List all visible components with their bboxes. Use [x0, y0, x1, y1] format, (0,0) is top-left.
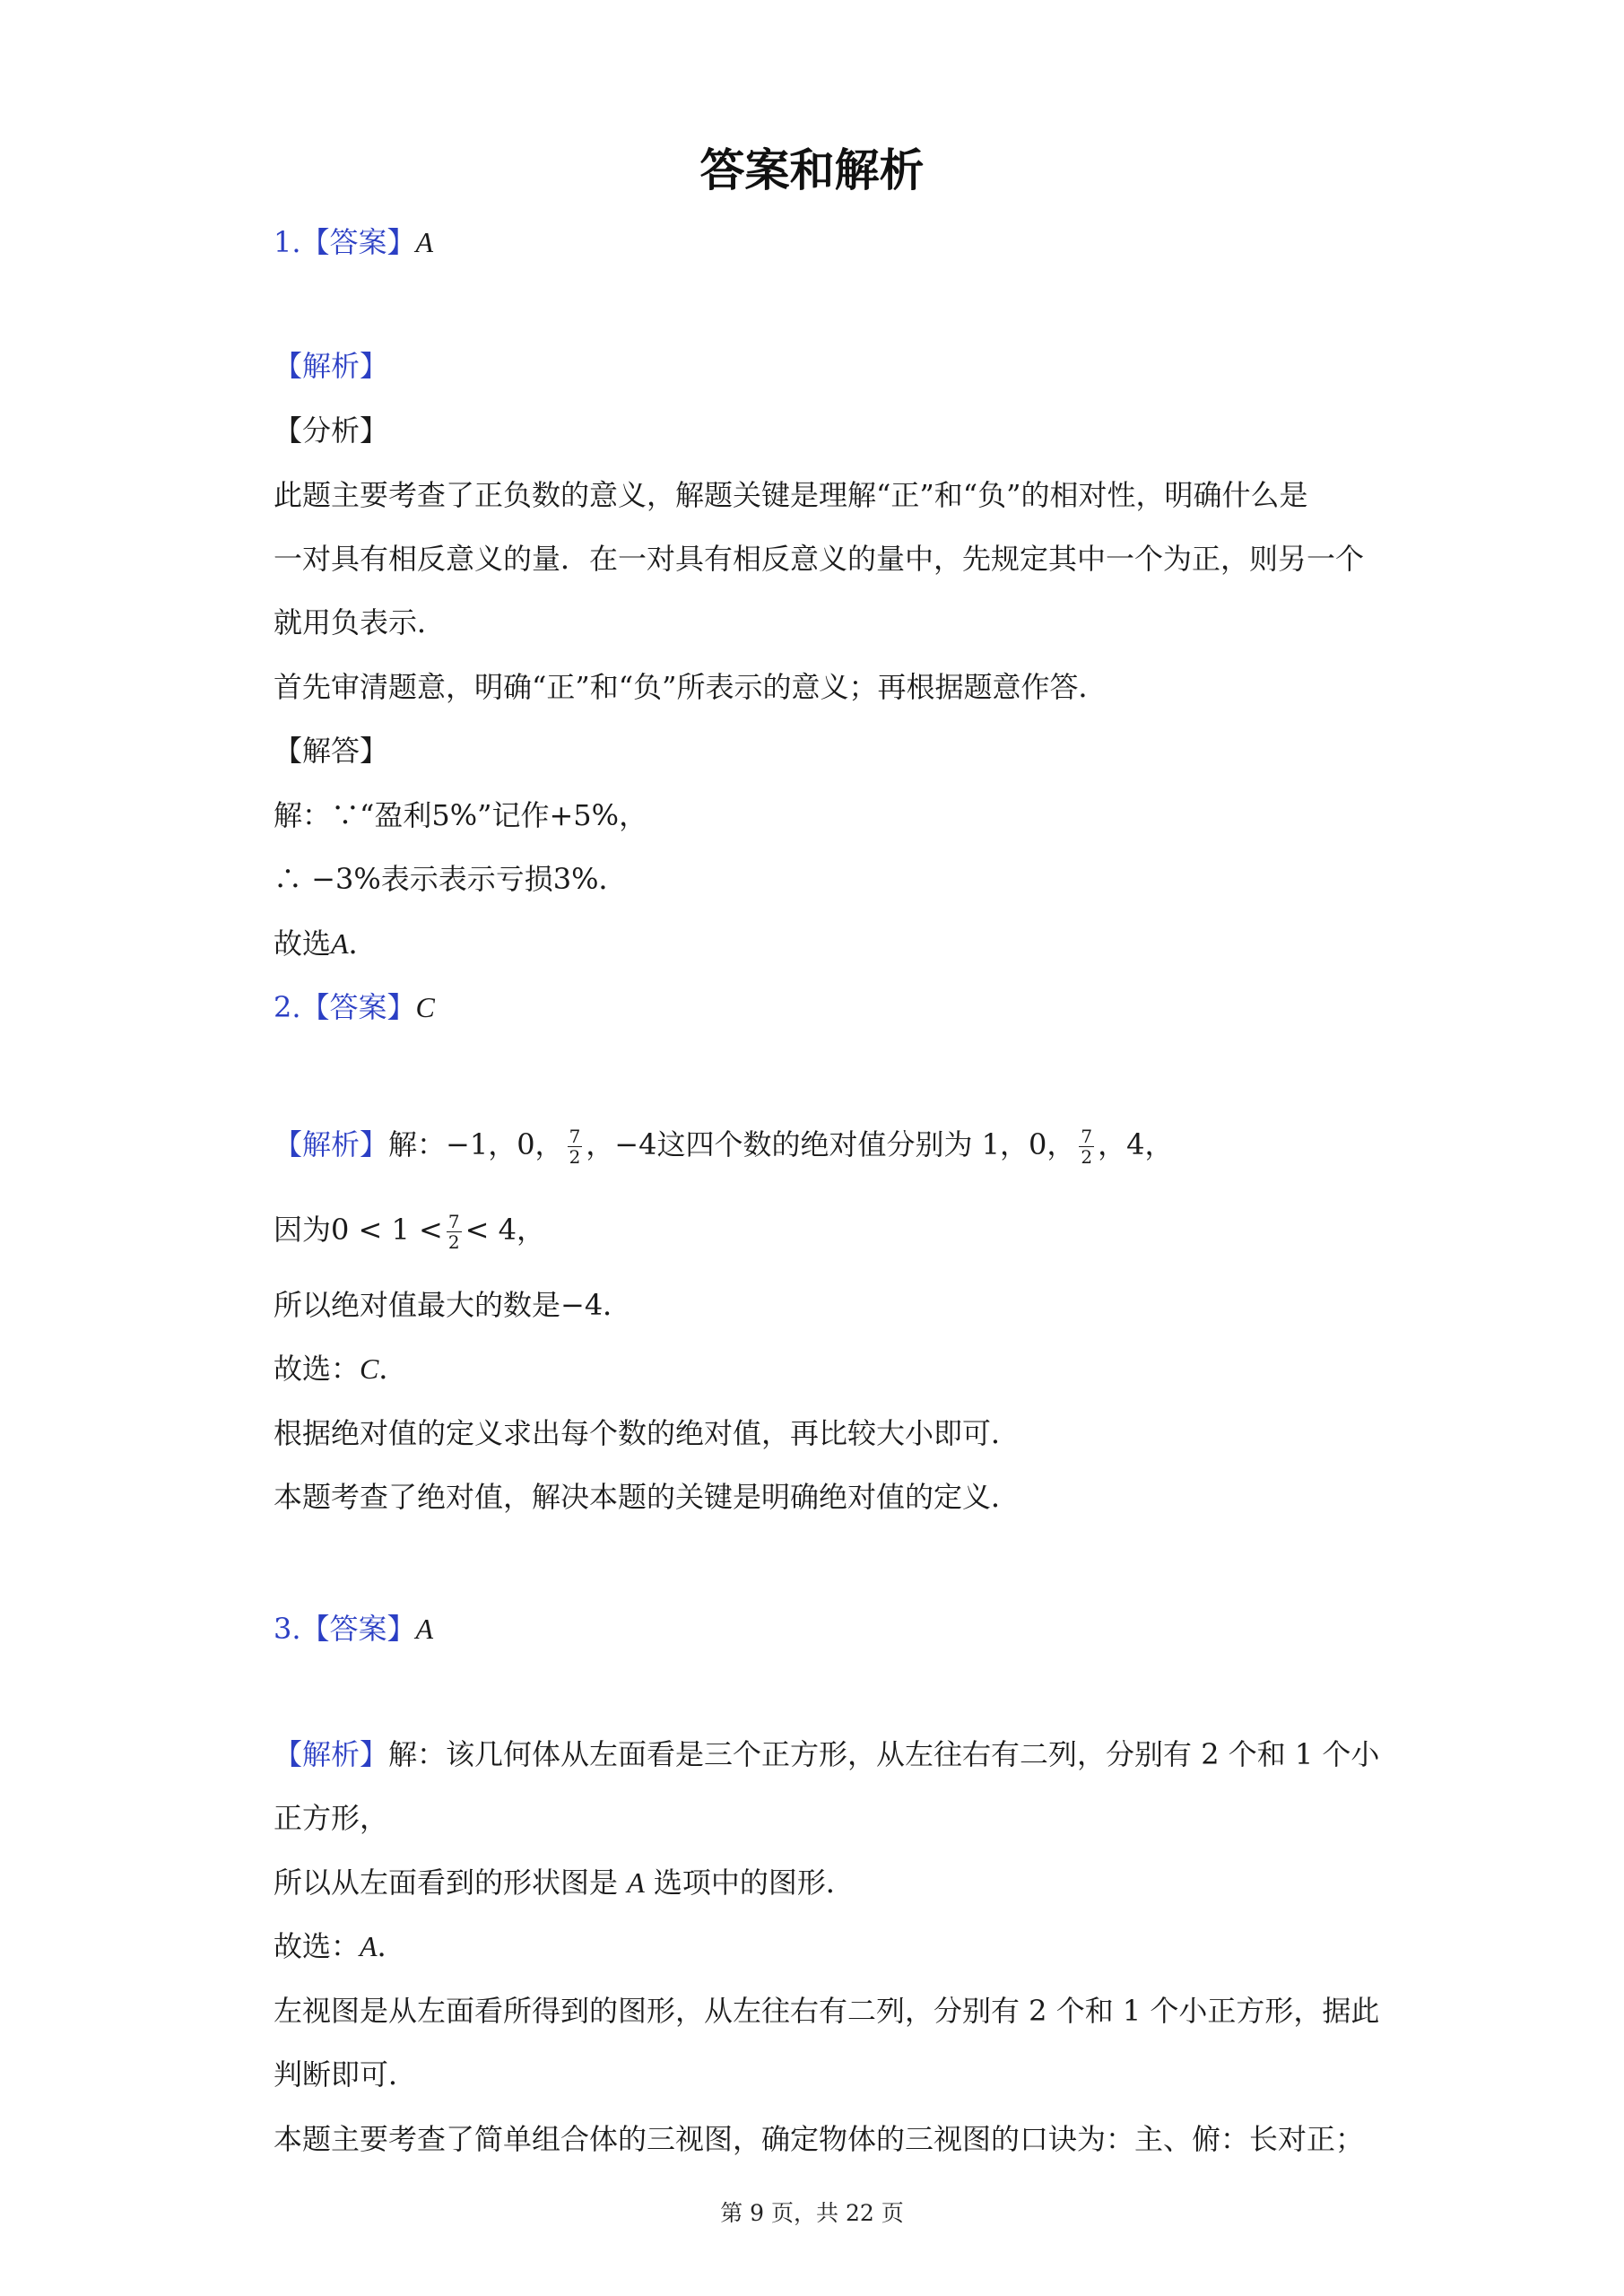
- q2-choose-line: [274, 1349, 407, 1388]
- q2-answer: C: [415, 991, 435, 1023]
- q2-line-3: 所以绝对值最大的数是−4．: [274, 1288, 632, 1322]
- fraction-denominator: 2: [447, 1231, 460, 1253]
- q2-line-1: [274, 1125, 1173, 1167]
- q1-fenxi-line-3: 就用负表示．: [274, 605, 447, 639]
- q1-fenxi-tag: 【分析】: [274, 413, 389, 448]
- q2-choose-end: ．: [378, 1352, 408, 1386]
- q1-choose-line: [274, 924, 378, 963]
- q3-number: 3.: [274, 1612, 301, 1646]
- q2-jiexi-tag: 【解析】: [274, 1127, 389, 1161]
- q3-line-1-text: 解：该几何体从左面看是三个正方形，从左往右有二列，分别有 2 个和 1 个小: [388, 1737, 1380, 1771]
- q1-fenxi-line-1: 此题主要考查了正负数的意义，解题关键是理解“正”和“负”的相对性，明确什么是: [274, 478, 1308, 512]
- q3-choose-prefix: 故选：: [274, 1929, 360, 1963]
- q3-line-2: 正方形，: [274, 1801, 389, 1835]
- fraction-numerator: 7: [1081, 1126, 1093, 1147]
- q1-choose-letter: A: [331, 927, 349, 960]
- q3-line-7: 本题主要考查了简单组合体的三视图，确定物体的三视图的口诀为：主、俯：长对正；: [274, 2122, 1365, 2156]
- q2-line-1-a: 解：−1，0，: [388, 1127, 564, 1161]
- q2-answer-line: [274, 987, 435, 1027]
- q3-line-5: 左视图是从左面看所得到的图形，从左往右有二列，分别有 2 个和 1 个小正方形，据此: [274, 1994, 1380, 2028]
- page-title: 答案和解析: [699, 144, 925, 196]
- q3-line-3-b: 选项中的图形．: [644, 1866, 855, 1900]
- q2-line-2: [274, 1210, 545, 1252]
- fraction-denominator: 2: [1081, 1146, 1093, 1168]
- q3-line-3-letter: A: [627, 1866, 645, 1899]
- q2-line-2-b: < 4，: [465, 1213, 545, 1247]
- q2-answer-tag: 【答案】: [300, 990, 416, 1024]
- q3-line-1: [274, 1735, 1379, 1774]
- fraction-seven-halves: [568, 1126, 583, 1167]
- q1-number: 1.: [274, 225, 301, 259]
- q1-jieda-tag: 【解答】: [274, 734, 389, 768]
- q2-number: 2.: [274, 990, 301, 1024]
- fraction-seven-halves: [447, 1212, 462, 1252]
- q1-fenxi-line-2: 一对具有相反意义的量．在一对具有相反意义的量中，先规定其中一个为正，则另一个: [274, 542, 1365, 576]
- q3-choose-letter: A: [360, 1930, 378, 1962]
- q1-fenxi-line-4: 首先审清题意，明确“正”和“负”所表示的意义；再根据题意作答．: [274, 670, 1107, 704]
- q3-answer: A: [415, 1613, 434, 1645]
- q2-choose-prefix: 故选：: [274, 1352, 360, 1386]
- q2-line-5: 根据绝对值的定义求出每个数的绝对值，再比较大小即可．: [274, 1416, 1020, 1450]
- q2-line-1-b: ，−4这四个数的绝对值分别为 1，0，: [586, 1127, 1076, 1161]
- q2-line-2-a: 因为0 < 1 <: [274, 1213, 443, 1247]
- q1-answer: A: [415, 226, 434, 258]
- q3-line-6: 判断即可．: [274, 2057, 418, 2092]
- q3-choose-end: ．: [377, 1929, 406, 1963]
- fraction-numerator: 7: [447, 1211, 460, 1232]
- q3-line-3: [274, 1863, 855, 1902]
- fraction-denominator: 2: [569, 1146, 581, 1168]
- q1-answer-line: [274, 222, 433, 262]
- q1-choose-prefix: 故选: [274, 926, 332, 961]
- q3-jiexi-tag: 【解析】: [274, 1737, 389, 1771]
- q1-answer-tag: 【答案】: [300, 225, 416, 259]
- q2-choose-letter: C: [360, 1352, 379, 1385]
- q1-jiexi-tag: 【解析】: [274, 349, 389, 383]
- q3-answer-line: [274, 1609, 433, 1648]
- q3-answer-tag: 【答案】: [300, 1612, 416, 1646]
- q1-choose-end: ．: [348, 926, 378, 961]
- q3-line-3-a: 所以从左面看到的形状图是: [274, 1866, 628, 1900]
- q2-line-6: 本题考查了绝对值，解决本题的关键是明确绝对值的定义．: [274, 1480, 1020, 1514]
- fraction-seven-halves: [1079, 1126, 1094, 1167]
- q2-line-1-c: ，4，: [1098, 1127, 1174, 1161]
- q1-jieda-line-2: ∴ −3%表示表示亏损3%．: [274, 862, 628, 896]
- q3-choose-line: [274, 1926, 406, 1966]
- fraction-numerator: 7: [569, 1126, 581, 1147]
- q1-jieda-line-1: 解：∵“盈利5%”记作+5%，: [274, 798, 648, 832]
- page-footer: 第 9 页，共 22 页: [720, 2200, 904, 2226]
